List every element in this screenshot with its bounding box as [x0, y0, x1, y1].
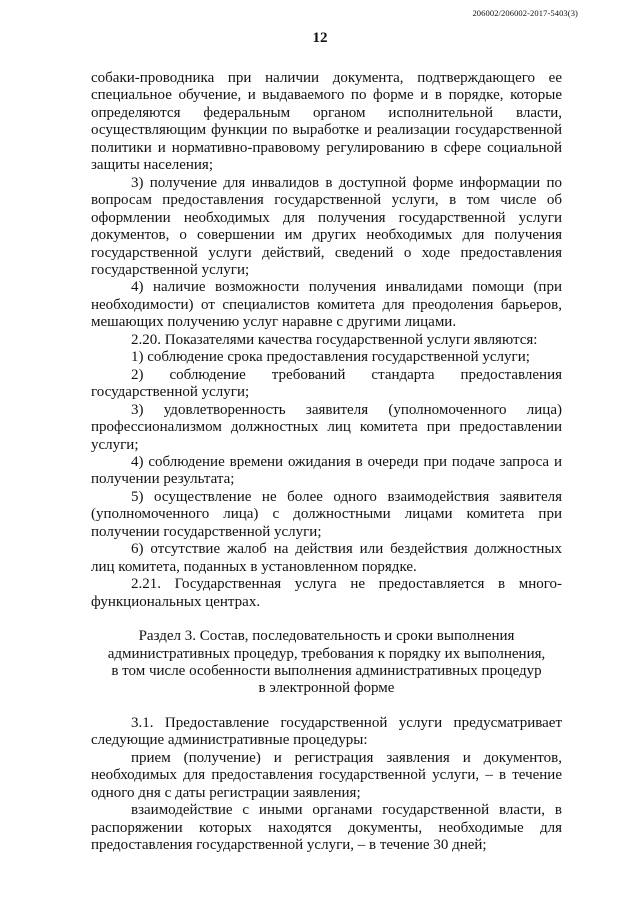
paragraph: 5) осуществление не более одного взаимодействия заявителя (уполномоченного лица) с должностными лицами комитета при получении государственной услуги;: [91, 488, 562, 540]
paragraph: 1) соблюдение срока предоставления государственной услуги;: [131, 349, 530, 366]
paragraph: 4) соблюдение времени ожидания в очереди при подаче запроса и получении результата;: [91, 453, 562, 488]
paragraph: 4) наличие возможности получения инвалидами помощи (при необходимости) от специалистов комитета для преодоления барьеров, мешающих получению услуг наравне с другими лицами.: [91, 279, 562, 331]
section-title-line: в электронной форме: [258, 680, 395, 697]
page-number: 12: [312, 30, 328, 46]
section-title-line: административных процедур, требования к порядку их выполнения,: [107, 645, 546, 662]
paragraph: 2) соблюдение требований стандарта предоставления государственной услуги;: [91, 366, 562, 401]
paragraph: прием (получение) и регистрация заявления и документов, необходимых для предоставления государственной услуги, – в течение одного дня с даты регистрации заявления;: [91, 749, 562, 801]
section-title-line: в том числе особенности выполнения административных процедур: [111, 662, 542, 679]
paragraph: 3) удовлетворенность заявителя (уполномоченного лица) профессионализмом должностных лиц комитета при предоставлении услуги;: [91, 401, 562, 453]
document-body: [91, 70, 562, 854]
paragraph: 2.20. Показателями качества государственной услуги являются:: [131, 331, 538, 348]
paragraph: собаки-проводника при наличии документа, подтверждающего ее специальное обучение, и выдаваемого по форме и в порядке, которые определяются федеральным органом исполнительной власти, осуществляющим функции по выработке и реализации государственной политики и нормативно-правовому регулированию в сфере социальной защиты населения;: [91, 70, 562, 174]
paragraph: 6) отсутствие жалоб на действия или бездействия должностных лиц комитета, поданных в установленном порядке.: [91, 541, 562, 575]
paragraph: взаимодействие с иными органами государственной власти, в распоряжении которых находятся документы, необходимые для предоставления государственной услуги, – в течение 30 дней;: [91, 802, 562, 854]
paragraph: 2.21. Государственная услуга не предоставляется в много-функциональных центрах.: [91, 576, 562, 610]
section-title-line: Раздел 3. Состав, последовательность и сроки выполнения: [138, 628, 515, 645]
paragraph: 3.1. Предоставление государственной услуги предусматривает следующие административные процедуры:: [91, 714, 562, 749]
paragraph: 3) получение для инвалидов в доступной форме информации по вопросам предоставления государственной услуги, в том числе об оформлении необходимых для получения государственной услуги документов, о совершении им других необходимых для получения государственной услуги действий, сведений о ходе предоставления государственной услуги;: [91, 174, 562, 278]
section-title: [91, 628, 562, 698]
document-id: 206002/206002-2017-5403(3): [472, 8, 578, 18]
